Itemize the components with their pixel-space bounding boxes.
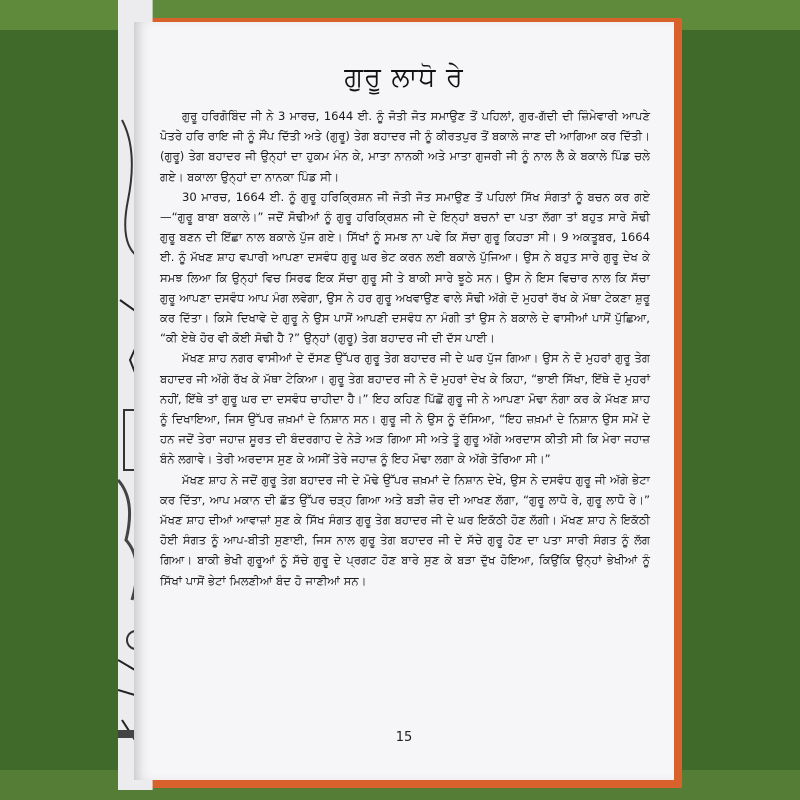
paragraph: 30 ਮਾਰਚ, 1664 ਈ. ਨੂੰ ਗੁਰੂ ਹਰਿਕ੍ਰਿਸ਼ਨ ਜੀ ਜੋਤੀ ਜੋਤ ਸਮਾਉਣ ਤੋਂ ਪਹਿਲਾਂ ਸਿੱਖ ਸੰਗਤਾਂ ਨੂੰ ਬਚਨ ਕਰ ਗਏ—“ਗੁਰੂ ਬਾਬਾ ਬਕਾਲੇ।” ਜਦੋਂ ਸੋਢੀਆਂ ਨੂੰ ਗੁਰੂ ਹਰਿਕ੍ਰਿਸ਼ਨ ਜੀ ਦੇ ਇਨ੍ਹਾਂ ਬਚਨਾਂ ਦਾ ਪਤਾ ਲੱਗਾ ਤਾਂ ਬਹੁਤ ਸਾਰੇ ਸੋਢੀ ਗੁਰੂ ਬਣਨ ਦੀ ਇੱਛਾ ਨਾਲ ਬਕਾਲੇ ਪੁੱਜ ਗਏ। ਸਿੱਖਾਂ ਨੂੰ ਸਮਝ ਨਾ ਪਵੇ ਕਿ ਸੱਚਾ ਗੁਰੂ ਕਿਹੜਾ ਸੀ। 9 ਅਕਤੂਬਰ, 1664 ਈ. ਨੂੰ ਮੱਖਣ ਸ਼ਾਹ ਵਪਾਰੀ ਆਪਣਾ ਦਸਵੰਧ ਗੁਰੂ ਘਰ ਭੇਟ ਕਰਨ ਲਈ ਬਕਾਲੇ ਪੁੱਜਿਆ। ਉਸ ਨੇ ਬਹੁਤ ਸਾਰੇ ਗੁਰੂ ਦੇਖ ਕੇ ਸਮਝ ਲਿਆ ਕਿ ਉਨ੍ਹਾਂ ਵਿਚ ਸਿਰਫ ਇਕ ਸੱਚਾ ਗੁਰੂ ਸੀ ਤੇ ਬਾਕੀ ਸਾਰੇ ਝੂਠੇ ਸਨ। ਉਸ ਨੇ ਇਸ ਵਿਚਾਰ ਨਾਲ ਕਿ ਸੱਚਾ ਗੁਰੂ ਆਪਣਾ ਦਸਵੰਧ ਆਪ ਮੰਗ ਲਵੇਗਾ, ਉਸ ਨੇ ਹਰ ਗੁਰੂ ਅਖਵਾਉਣ ਵਾਲੇ ਸੋਢੀ ਅੱਗੇ ਦੋ ਮੁਹਰਾਂ ਰੱਖ ਕੇ ਮੱਥਾ ਟੇਕਣਾ ਸ਼ੁਰੂ ਕਰ ਦਿੱਤਾ। ਕਿਸੇ ਦਿਖਾਵੇ ਦੇ ਗੁਰੂ ਨੇ ਉਸ ਪਾਸੋਂ ਆਪਣੀ ਦਸਵੰਧ ਨਾ ਮੰਗੀ ਤਾਂ ਉਸ ਨੇ ਬਕਾਲੇ ਦੇ ਵਾਸੀਆਂ ਪਾਸੋਂ ਪੁੱਛਿਆ, “ਕੀ ਏਥੇ ਹੋਰ ਵੀ ਕੋਈ ਸੋਢੀ ਹੈ ?” ਉਨ੍ਹਾਂ (ਗੁਰੂ) ਤੇਗ ਬਹਾਦਰ ਜੀ ਦੀ ਦੱਸ ਪਾਈ।	[160, 189, 650, 346]
book-page	[134, 22, 674, 780]
paragraph: ਮੱਖਣ ਸ਼ਾਹ ਨਗਰ ਵਾਸੀਆਂ ਦੇ ਦੱਸਣ ਉੱਪਰ ਗੁਰੂ ਤੇਗ ਬਹਾਦਰ ਜੀ ਦੇ ਘਰ ਪੁੱਜ ਗਿਆ। ਉਸ ਨੇ ਦੋ ਮੁਹਰਾਂ ਗੁਰੂ ਤੇਗ ਬਹਾਦਰ ਜੀ ਅੱਗੇ ਰੱਖ ਕੇ ਮੱਥਾ ਟੇਕਿਆ। ਗੁਰੂ ਤੇਗ ਬਹਾਦਰ ਜੀ ਨੇ ਦੋ ਮੁਹਰਾਂ ਦੇਖ ਕੇ ਕਿਹਾ, “ਭਾਈ ਸਿੱਖਾ, ਇੱਥੇ ਦੋ ਮੁਹਰਾਂ ਨਹੀਂ, ਇੱਥੇ ਤਾਂ ਗੁਰੂ ਘਰ ਦਾ ਦਸਵੰਧ ਚਾਹੀਦਾ ਹੈ।” ਇਹ ਕਹਿਣ ਪਿੱਛੋਂ ਗੁਰੂ ਜੀ ਨੇ ਆਪਣਾ ਮੋਢਾ ਨੰਗਾ ਕਰ ਕੇ ਮੱਖਣ ਸ਼ਾਹ ਨੂੰ ਦਿਖਾਇਆ, ਜਿਸ ਉੱਪਰ ਜ਼ਖ਼ਮਾਂ ਦੇ ਨਿਸ਼ਾਨ ਸਨ। ਗੁਰੂ ਜੀ ਨੇ ਉਸ ਨੂੰ ਦੱਸਿਆ, “ਇਹ ਜ਼ਖ਼ਮਾਂ ਦੇ ਨਿਸ਼ਾਨ ਉਸ ਸਮੇਂ ਦੇ ਹਨ ਜਦੋਂ ਤੇਰਾ ਜਹਾਜ਼ ਸੂਰਤ ਦੀ ਬੰਦਰਗਾਹ ਦੇ ਨੇੜੇ ਅੜ ਗਿਆ ਸੀ ਅਤੇ ਤੂੰ ਗੁਰੂ ਅੱਗੇ ਅਰਦਾਸ ਕੀਤੀ ਸੀ ਕਿ ਮੇਰਾ ਜਹਾਜ਼ ਬੰਨੇ ਲਗਾਵੇ। ਤੇਰੀ ਅਰਦਾਸ ਸੁਣ ਕੇ ਅਸੀਂ ਤੇਰੇ ਜਹਾਜ਼ ਨੂੰ ਇਹ ਮੋਢਾ ਲਗਾ ਕੇ ਅੱਗੇ ਤੋਰਿਆ ਸੀ।”	[160, 351, 650, 467]
paragraph: ਗੁਰੂ ਹਰਿਗੋਬਿੰਦ ਜੀ ਨੇ 3 ਮਾਰਚ, 1644 ਈ. ਨੂੰ ਜੋਤੀ ਜੋਤ ਸਮਾਉਣ ਤੋਂ ਪਹਿਲਾਂ, ਗੁਰ-ਗੱਦੀ ਦੀ ਜ਼ਿੰਮੇਵਾਰੀ ਆਪਣੇ ਪੋਤਰੇ ਹਰਿ ਰਾਇ ਜੀ ਨੂੰ ਸੌਂਪ ਦਿੱਤੀ ਅਤੇ (ਗੁਰੂ) ਤੇਗ ਬਹਾਦਰ ਜੀ ਨੂੰ ਕੀਰਤਪੁਰ ਤੋਂ ਬਕਾਲੇ ਜਾਣ ਦੀ ਆਗਿਆ ਕਰ ਦਿੱਤੀ। (ਗੁਰੂ) ਤੇਗ ਬਹਾਦਰ ਜੀ ਉਨ੍ਹਾਂ ਦਾ ਹੁਕਮ ਮੰਨ ਕੇ, ਮਾਤਾ ਨਾਨਕੀ ਅਤੇ ਮਾਤਾ ਗੁਜਰੀ ਜੀ ਨੂੰ ਨਾਲ ਲੈ ਕੇ ਬਕਾਲੇ ਪਿੰਡ ਚਲੇ ਗਏ। ਬਕਾਲਾ ਉਨ੍ਹਾਂ ਦਾ ਨਾਨਕਾ ਪਿੰਡ ਸੀ।	[160, 109, 650, 184]
page-number: 15	[395, 730, 413, 745]
page-body	[160, 106, 650, 591]
page-title: ਗੁਰੂ ਲਾਧੋ ਰੇ	[344, 62, 464, 93]
paragraph: ਮੱਖਣ ਸ਼ਾਹ ਨੇ ਜਦੋਂ ਗੁਰੂ ਤੇਗ ਬਹਾਦਰ ਜੀ ਦੇ ਮੋਢੇ ਉੱਪਰ ਜ਼ਖ਼ਮਾਂ ਦੇ ਨਿਸ਼ਾਨ ਦੇਖੇ, ਉਸ ਨੇ ਦਸਵੰਧ ਗੁਰੂ ਜੀ ਅੱਗੇ ਭੇਟਾ ਕਰ ਦਿੱਤਾ, ਆਪ ਮਕਾਨ ਦੀ ਛੱਤ ਉੱਪਰ ਚੜ੍ਹ ਗਿਆ ਅਤੇ ਬੜੀ ਜ਼ੋਰ ਦੀ ਆਖਣ ਲੱਗਾ, “ਗੁਰੂ ਲਾਧੋ ਰੇ, ਗੁਰੂ ਲਾਧੋ ਰੇ।” ਮੱਖਣ ਸ਼ਾਹ ਦੀਆਂ ਆਵਾਜ਼ਾਂ ਸੁਣ ਕੇ ਸਿੱਖ ਸੰਗਤ ਗੁਰੂ ਤੇਗ ਬਹਾਦਰ ਜੀ ਦੇ ਘਰ ਇਕੱਠੀ ਹੋਣ ਲੱਗੀ। ਮੱਖਣ ਸ਼ਾਹ ਨੇ ਇਕੱਠੀ ਹੋਈ ਸੰਗਤ ਨੂੰ ਆਪ-ਬੀਤੀ ਸੁਣਾਈ, ਜਿਸ ਨਾਲ ਗੁਰੂ ਤੇਗ ਬਹਾਦਰ ਜੀ ਦੇ ਸੱਚੇ ਗੁਰੂ ਹੋਣ ਦਾ ਪਤਾ ਸਾਰੀ ਸੰਗਤ ਨੂੰ ਲੱਗ ਗਿਆ। ਬਾਕੀ ਭੇਖੀ ਗੁਰੂਆਂ ਨੂੰ ਸੱਚੇ ਗੁਰੂ ਦੇ ਪ੍ਰਗਟ ਹੋਣ ਬਾਰੇ ਸੁਣ ਕੇ ਬੜਾ ਦੁੱਖ ਹੋਇਆ, ਕਿਉਂਕਿ ਉਨ੍ਹਾਂ ਭੇਖੀਆਂ ਨੂੰ ਸਿੱਖਾਂ ਪਾਸੋਂ ਭੇਟਾਂ ਮਿਲਣੀਆਂ ਬੰਦ ਹੋ ਜਾਣੀਆਂ ਸਨ।	[160, 472, 650, 588]
